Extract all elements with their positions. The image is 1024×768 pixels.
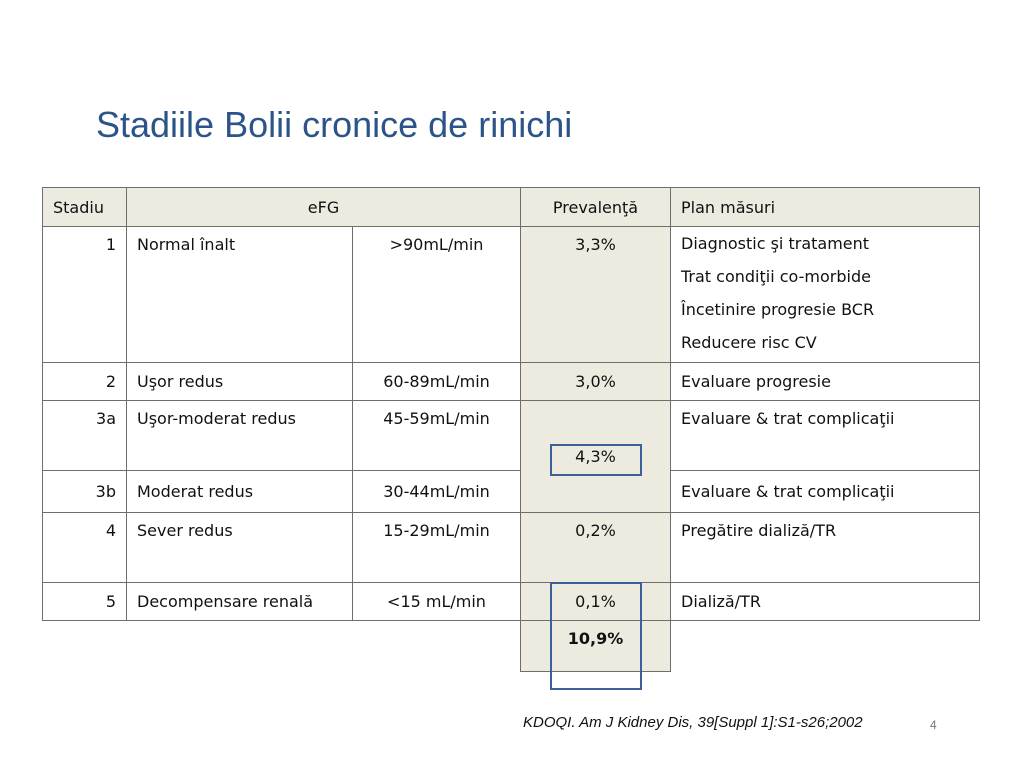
stage-cell: 2 [43,363,127,401]
table-row [43,227,980,363]
prevalence-cell: 0,1% [521,583,671,621]
highlight-box [550,582,642,690]
slide-title: Stadiile Bolii cronice de rinichi [96,104,573,145]
efg-rate-cell: 30-44mL/min [353,471,521,513]
page-number: 4 [930,718,937,732]
efg-rate-cell: 45-59mL/min [353,401,521,471]
plan-cell: Evaluare & trat complicaţii [671,401,980,471]
efg-rate-cell: >90mL/min [353,227,521,363]
efg-category-cell: Normal înalt [127,227,353,363]
plan-item: Trat condiţii co-morbide [681,267,871,286]
table-row [43,513,980,583]
total-prevalence-cell: 10,9% [521,621,671,672]
header-prevalenta: Prevalenţă [521,188,671,227]
prevalence-cell: 4,3% [521,401,671,513]
header-plan: Plan măsuri [671,188,980,227]
prevalence-cell: 3,0% [521,363,671,401]
efg-rate-cell: 60-89mL/min [353,363,521,401]
efg-category-cell: Decompensare renală [127,583,353,621]
stage-cell: 1 [43,227,127,363]
efg-category-cell: Uşor-moderat redus [127,401,353,471]
highlight-box [550,444,642,476]
header-stadiu: Stadiu [43,188,127,227]
stage-cell: 3a [43,401,127,471]
table-row [43,401,980,471]
efg-rate-cell: <15 mL/min [353,583,521,621]
plan-cell: Evaluare progresie [671,363,980,401]
stage-cell: 4 [43,513,127,583]
plan-cell: Dializă/TR [671,583,980,621]
ckd-stages-table [42,187,980,672]
table-row [43,583,980,621]
prevalence-cell: 3,3% [521,227,671,363]
header-efg: eFG [127,188,521,227]
plan-item: Reducere risc CV [681,333,817,352]
table-row [43,363,980,401]
plan-item: Diagnostic şi tratament [681,234,870,253]
total-row [43,621,980,672]
table-header-row [43,188,980,227]
stage-cell: 5 [43,583,127,621]
efg-category-cell: Moderat redus [127,471,353,513]
plan-item: Încetinire progresie BCR [681,300,875,319]
efg-rate-cell: 15-29mL/min [353,513,521,583]
plan-cell: Evaluare & trat complicaţii [671,471,980,513]
table-row [43,471,980,513]
prevalence-cell: 0,2% [521,513,671,583]
citation: KDOQI. Am J Kidney Dis, 39[Suppl 1]:S1-s26;2002 [523,714,863,731]
stage-cell: 3b [43,471,127,513]
efg-category-cell: Sever redus [127,513,353,583]
efg-category-cell: Uşor redus [127,363,353,401]
plan-cell [671,227,980,363]
plan-cell: Pregătire dializă/TR [671,513,980,583]
